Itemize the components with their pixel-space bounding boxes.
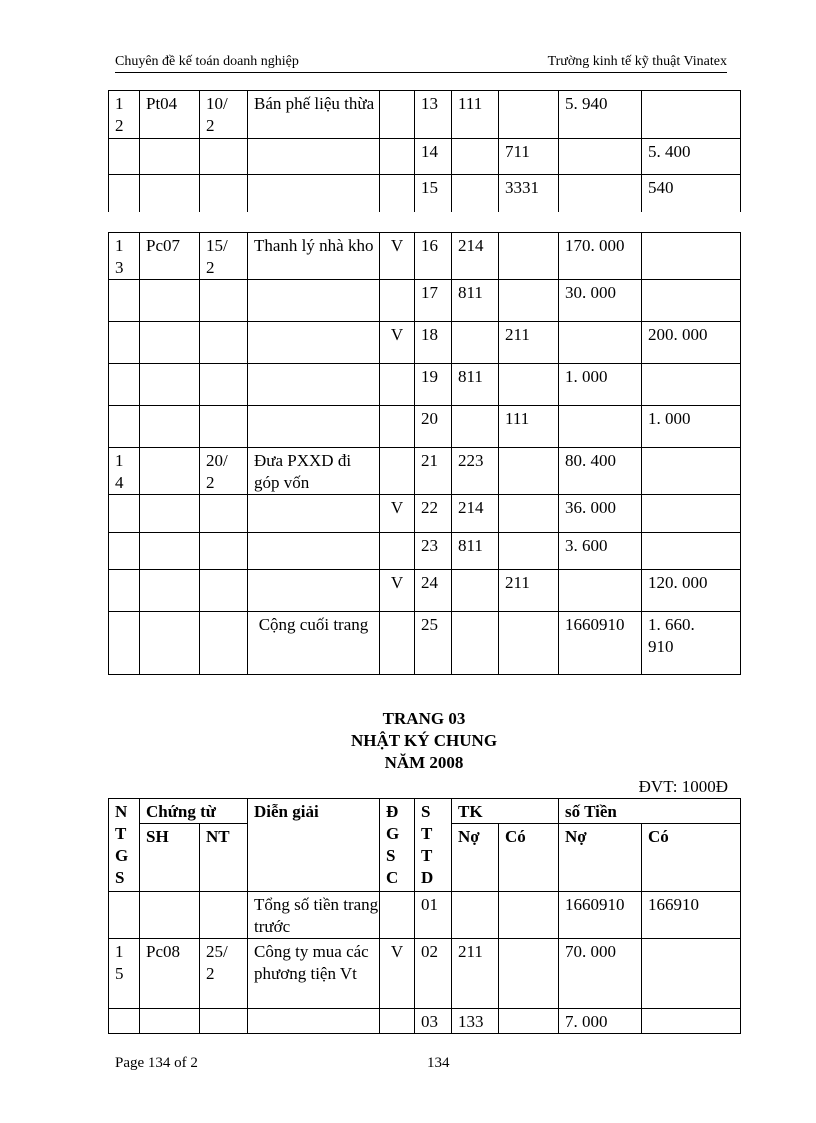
cell-dgsc [380,448,415,495]
cell-tk-co [499,533,559,570]
cell-tk-no: 211 [452,939,499,1009]
header-tien-no: Nợ [559,824,642,892]
cell-tien-no [559,406,642,448]
cell-tk-no [452,570,499,612]
cell-tien-no [559,322,642,364]
cell-dgsc [380,612,415,675]
cell-tien-co: 1. 660. 910 [642,612,741,675]
cell-tk-no: 223 [452,448,499,495]
cell-tien-no: 5. 940 [559,91,642,139]
table-row [109,1009,741,1034]
table-row [109,892,741,939]
cell-so-hieu [140,570,200,612]
cell-stt-dong: 23 [415,533,452,570]
cell-tien-co [642,1009,741,1034]
cell-tk-co: 3331 [499,175,559,212]
cell-ngay [200,892,248,939]
cell-dien-giai [248,406,380,448]
header-tk-co: Có [499,824,559,892]
cell-ngay: 25/ 2 [200,939,248,1009]
cell-ntgs [109,570,140,612]
cell-dgsc: V [380,495,415,533]
cell-dgsc: V [380,322,415,364]
cell-tien-co [642,233,741,280]
header-so-tien: số Tiền [559,799,741,824]
cell-tk-no: 111 [452,91,499,139]
cell-tien-co [642,939,741,1009]
cell-tien-co: 5. 400 [642,139,741,175]
cell-tk-no [452,892,499,939]
cell-dien-giai [248,280,380,322]
cell-tien-no: 30. 000 [559,280,642,322]
cell-so-hieu [140,280,200,322]
cell-dgsc [380,364,415,406]
cell-ntgs [109,533,140,570]
header-ntgs: N T G S [109,799,140,892]
cell-tk-no [452,175,499,212]
cell-dgsc [380,533,415,570]
cell-dgsc [380,892,415,939]
cell-tien-co: 166910 [642,892,741,939]
cell-dien-giai [248,495,380,533]
cell-ntgs [109,495,140,533]
table-row [109,406,741,448]
cell-tien-no: 1. 000 [559,364,642,406]
cell-tk-no [452,406,499,448]
cell-dien-giai [248,139,380,175]
cell-ntgs [109,280,140,322]
cell-tien-no: 170. 000 [559,233,642,280]
cell-dgsc [380,1009,415,1034]
header-sh: SH [140,824,200,892]
header-chung-tu: Chứng từ [140,799,248,824]
cell-stt-dong: 16 [415,233,452,280]
cell-tien-co: 540 [642,175,741,212]
cell-stt-dong: 17 [415,280,452,322]
cell-ngay [200,364,248,406]
cell-stt-dong: 24 [415,570,452,612]
cell-stt-dong: 13 [415,91,452,139]
cell-tk-co: 111 [499,406,559,448]
cell-tien-co: 1. 000 [642,406,741,448]
cell-tien-co [642,91,741,139]
cell-ntgs: 1 4 [109,448,140,495]
cell-tien-no: 70. 000 [559,939,642,1009]
page-titles [108,708,740,774]
cell-tien-co [642,533,741,570]
table-row [109,939,741,1009]
table-row [109,533,741,570]
cell-so-hieu [140,533,200,570]
cell-dien-giai: Bán phế liệu thừa [248,91,380,139]
cell-stt-dong: 02 [415,939,452,1009]
cell-tk-co [499,495,559,533]
cell-ntgs [109,406,140,448]
cell-ngay [200,1009,248,1034]
cell-so-hieu [140,364,200,406]
cell-ngay [200,406,248,448]
cell-ntgs [109,1009,140,1034]
cell-tien-no: 7. 000 [559,1009,642,1034]
cell-ngay [200,322,248,364]
cell-ntgs [109,612,140,675]
cell-tk-no: 811 [452,280,499,322]
cell-dien-giai: Tổng số tiền trang trước [248,892,380,939]
cell-dien-giai: Cộng cuối trang [248,612,380,675]
cell-dien-giai [248,533,380,570]
cell-tk-co [499,448,559,495]
table-row [109,91,741,139]
table-row [109,322,741,364]
journal-table-page3 [108,798,741,1034]
header-dgsc: Đ G S C [380,799,415,892]
cell-tien-no [559,139,642,175]
cell-dien-giai: Công ty mua các phương tiện Vt [248,939,380,1009]
cell-so-hieu [140,1009,200,1034]
cell-ngay [200,139,248,175]
header-left-text: Chuyên đề kế toán doanh nghiệp [115,54,299,69]
cell-tk-co [499,1009,559,1034]
cell-tk-co [499,280,559,322]
table-row [109,448,741,495]
cell-so-hieu [140,495,200,533]
cell-tk-no [452,139,499,175]
cell-dgsc [380,91,415,139]
cell-ntgs [109,175,140,212]
cell-dgsc: V [380,233,415,280]
unit-label: ĐVT: 1000Đ [638,777,728,796]
header-dien-giai: Diễn giải [248,799,380,892]
cell-dgsc [380,175,415,212]
cell-tk-no: 811 [452,364,499,406]
cell-tk-co [499,364,559,406]
cell-dgsc: V [380,570,415,612]
cell-dien-giai [248,1009,380,1034]
cell-tk-no: 811 [452,533,499,570]
cell-stt-dong: 15 [415,175,452,212]
header-tien-co: Có [642,824,741,892]
cell-dien-giai [248,322,380,364]
cell-tien-no [559,175,642,212]
cell-ngay [200,495,248,533]
cell-stt-dong: 19 [415,364,452,406]
cell-so-hieu [140,406,200,448]
cell-stt-dong: 20 [415,406,452,448]
journal-table-entries [108,232,741,675]
cell-so-hieu: Pc08 [140,939,200,1009]
cell-tien-co [642,280,741,322]
cell-tk-co [499,892,559,939]
cell-ntgs: 1 3 [109,233,140,280]
cell-stt-dong: 25 [415,612,452,675]
cell-tien-co [642,364,741,406]
cell-stt-dong: 01 [415,892,452,939]
cell-tk-co [499,233,559,280]
cell-dgsc [380,139,415,175]
table-row [109,364,741,406]
cell-tk-co: 211 [499,322,559,364]
cell-dgsc: V [380,939,415,1009]
cell-stt-dong: 18 [415,322,452,364]
cell-so-hieu [140,139,200,175]
table-row [109,280,741,322]
cell-ntgs: 1 5 [109,939,140,1009]
cell-tien-no: 80. 400 [559,448,642,495]
cell-stt-dong: 03 [415,1009,452,1034]
cell-tien-co: 120. 000 [642,570,741,612]
cell-tien-no: 1660910 [559,892,642,939]
cell-tk-co [499,91,559,139]
cell-dgsc [380,406,415,448]
cell-tk-co: 211 [499,570,559,612]
table-row [109,495,741,533]
cell-stt-dong: 14 [415,139,452,175]
cell-dien-giai [248,570,380,612]
cell-tien-co [642,448,741,495]
cell-ngay [200,280,248,322]
cell-tk-co [499,612,559,675]
table-row [109,233,741,280]
cell-tien-no: 1660910 [559,612,642,675]
cell-tien-no: 36. 000 [559,495,642,533]
title-nhat-ky-chung: NHẬT KÝ CHUNG [350,731,498,750]
cell-ntgs [109,364,140,406]
cell-tk-no: 214 [452,495,499,533]
cell-ngay [200,175,248,212]
table-row [109,139,741,175]
cell-ngay [200,570,248,612]
cell-so-hieu [140,175,200,212]
cell-tk-no [452,322,499,364]
cell-tk-co [499,939,559,1009]
footer-page-number: 134 [427,1055,450,1071]
cell-dien-giai: Đưa PXXD đi góp vốn [248,448,380,495]
cell-dien-giai [248,175,380,212]
header-sttd: S T T D [415,799,452,892]
cell-stt-dong: 22 [415,495,452,533]
cell-tk-no: 214 [452,233,499,280]
cell-tien-no [559,570,642,612]
table-row [109,175,741,212]
cell-tien-co [642,495,741,533]
header-right-text: Trường kinh tế kỹ thuật Vinatex [547,54,727,69]
cell-ngay [200,533,248,570]
cell-dien-giai [248,364,380,406]
cell-so-hieu [140,448,200,495]
cell-ntgs [109,892,140,939]
footer-page-text: Page 134 of 2 [115,1055,198,1071]
title-nam: NĂM 2008 [384,753,464,772]
cell-stt-dong: 21 [415,448,452,495]
cell-tk-no: 133 [452,1009,499,1034]
cell-ngay: 15/ 2 [200,233,248,280]
cell-ntgs [109,322,140,364]
cell-dgsc [380,280,415,322]
cell-ngay: 20/ 2 [200,448,248,495]
header-tk: TK [452,799,559,824]
cell-so-hieu: Pc07 [140,233,200,280]
cell-so-hieu [140,612,200,675]
cell-so-hieu [140,322,200,364]
cell-tien-no: 3. 600 [559,533,642,570]
cell-tk-no [452,612,499,675]
table-row [109,570,741,612]
page-header [115,52,727,73]
cell-ngay: 10/ 2 [200,91,248,139]
journal-table-continued [108,90,741,212]
cell-ngay [200,612,248,675]
header-tk-no: Nợ [452,824,499,892]
cell-tien-co: 200. 000 [642,322,741,364]
cell-tk-co: 711 [499,139,559,175]
cell-so-hieu [140,892,200,939]
title-trang: TRANG 03 [382,709,466,728]
header-nt: NT [200,824,248,892]
cell-ntgs: 1 2 [109,91,140,139]
table-row [109,612,741,675]
cell-ntgs [109,139,140,175]
cell-so-hieu: Pt04 [140,91,200,139]
cell-dien-giai: Thanh lý nhà kho [248,233,380,280]
